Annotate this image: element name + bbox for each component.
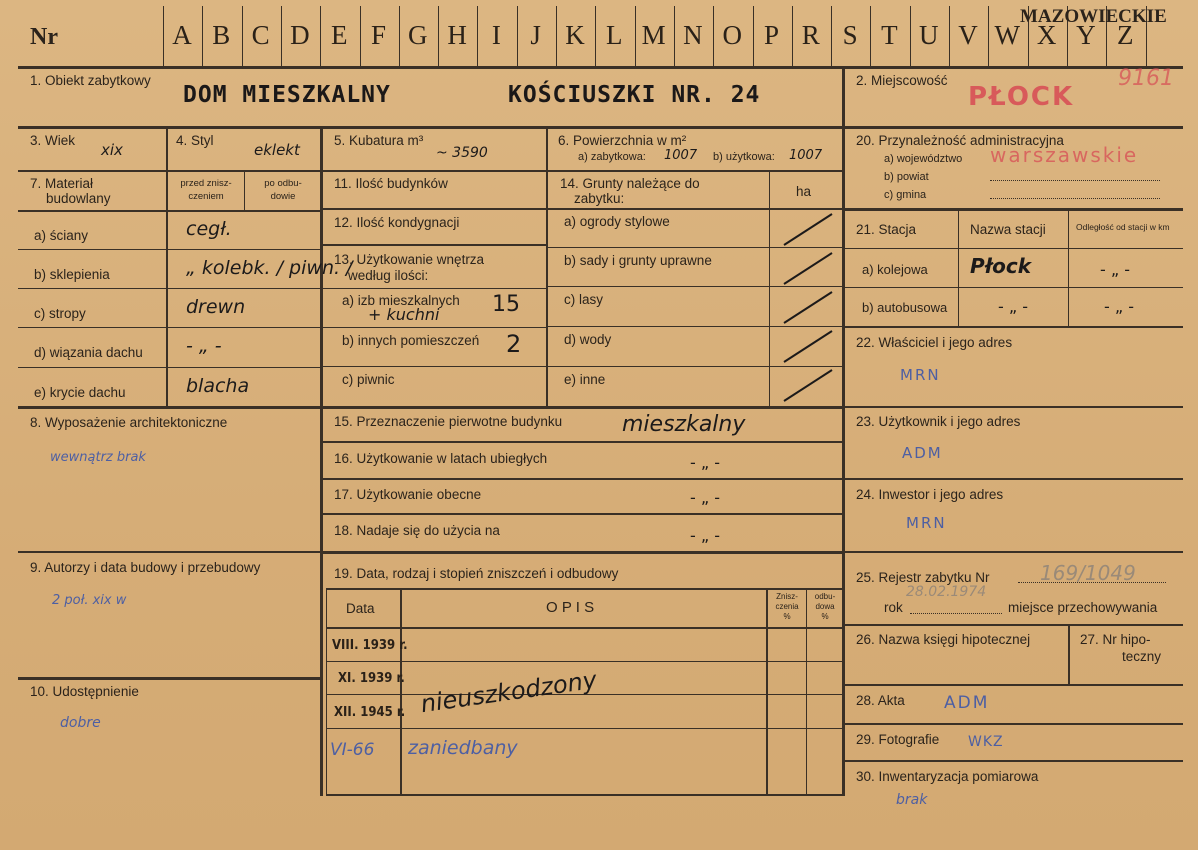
f20-c-dotline [990,198,1160,199]
f21-label: 21. Stacja [856,222,917,237]
f7-head-rule [18,210,320,212]
f13-c: c) piwnic [342,372,395,387]
f15-label: 15. Przeznaczenie pierwotne budynku [334,414,563,429]
f29-value: WKZ [968,734,1004,750]
f19-head-bottom [326,627,842,629]
letter-c: C [251,20,270,50]
f21-a-dist: - „ - [1100,260,1131,279]
f4-label: 4. Styl [176,133,214,148]
region-label: MAZOWIECKIE [1020,6,1167,27]
f3-label: 3. Wiek [30,133,76,148]
rule-18 [322,513,842,515]
f1-value-a: DOM MIESZKALNY [183,82,391,108]
f22-value: MRN [900,366,941,384]
f2-number: 9161 [1118,66,1174,91]
rule-24 [844,478,1183,480]
f30-label: 30. Inwentaryzacja pomiarowa [856,769,1039,784]
f7-row-value: cegł. [186,218,232,240]
f13-label-a: 13. Użytkowanie wnętrza [334,252,485,267]
f12-label: 12. Ilość kondygnacji [334,215,460,230]
f14-row-label: e) inne [564,372,606,387]
f21-b-value: - „ - [998,297,1029,316]
f7-col2-b: dowie [270,191,296,202]
f20-c: c) gmina [884,189,927,201]
f14-row-label: c) lasy [564,292,604,307]
f13-label-b: według ilości: [348,268,429,283]
f7-row-label: a) ściany [34,228,89,243]
f21-div2 [1068,210,1069,326]
f20-b-dotline [990,180,1160,181]
f13-b-value: 2 [506,330,522,358]
f6-sub-b: b) użytkowa: [713,151,775,163]
rule-10 [18,677,320,680]
f7-col1-b: czeniem [188,191,224,202]
f25-miejsce: miejsce przechowywania [1008,600,1158,615]
rule-21 [844,208,1183,211]
rule-13-c [322,366,546,367]
f20-a-value: warszawskie [990,143,1139,167]
f19-opis-handwritten: nieuszkodzony [418,665,599,719]
f17-label: 17. Użytkowanie obecne [334,487,482,502]
f7-row-rule [18,327,320,328]
f21-head-rule [844,248,1183,249]
f6-val-b: 1007 [789,148,823,163]
rule-13-b [322,327,546,328]
f25-rok-value: 28.02.1974 [906,584,987,600]
letter-divider [399,6,400,66]
letter-divider [674,6,675,66]
letter-j: J [530,20,541,50]
rule-28 [844,684,1183,686]
f21-a-value: Płock [970,254,1032,278]
rule-11 [322,208,546,210]
header-rule [18,66,1183,69]
f1-label: 1. Obiekt zabytkowy [30,73,151,88]
f14-row-label: b) sady i grunty uprawne [564,253,712,268]
f28-label: 28. Akta [856,693,905,708]
f7-row-value: drewn [186,296,246,318]
f18-value: - „ - [690,526,721,545]
rule-29 [844,723,1183,725]
f8-label: 8. Wyposażenie architektoniczne [30,415,228,430]
f7-col2-a: po odbu- [264,178,302,189]
letter-e: E [330,20,348,50]
f7-row-rule [18,288,320,289]
f14-unit: ha [796,184,812,199]
letter-p: P [763,20,780,50]
f14-row-label: a) ogrody stylowe [564,214,670,229]
f7-row-label: d) wiązania dachu [34,345,143,360]
letter-i: I [491,20,501,50]
f19-row-3 [326,728,842,729]
f9-value: 2 poł. xix w [52,593,127,608]
letter-m: M [641,20,666,50]
rule-30 [844,760,1183,762]
f19-z-div [806,588,807,796]
f19-bottom [326,794,842,796]
f17-value: - „ - [690,488,721,507]
f8-value: wewnątrz brak [50,450,146,465]
f18-label: 18. Nadaje się do użycia na [334,523,500,538]
f21-col-name: Nazwa stacji [970,222,1046,237]
f4-value: eklekt [254,141,300,159]
letter-z: Z [1116,20,1134,50]
f19-col-o3: % [821,612,829,621]
f21-div1 [958,210,959,326]
div-26-27 [1068,626,1070,684]
f19-label: 19. Data, rodzaj i stopień zniszczeń i odbudowy [334,566,619,581]
f27-label-a: 27. Nr hipo- [1080,632,1151,647]
rule-22 [844,326,1183,328]
letter-divider [635,6,636,66]
f7-row-label: c) stropy [34,306,86,321]
div-3-4 [166,128,168,171]
f26-label: 26. Nazwa księgi hipotecznej [856,632,1031,647]
f19-left-border [326,588,327,796]
f22-label: 22. Właściciel i jego adres [856,335,1013,350]
letter-v: V [958,20,978,50]
letter-x: X [1036,20,1057,50]
letter-divider [281,6,282,66]
f19-date-3: XII. 1945 r. [334,705,406,720]
f16-value: - „ - [690,453,721,472]
letter-divider [320,6,321,66]
rule-row3 [18,170,842,172]
f19-date-4: VI-66 [330,740,375,760]
f16-label: 16. Użytkowanie w latach ubiegłych [334,451,548,466]
rule-row2 [18,126,1183,129]
f5-label: 5. Kubatura m³ [334,133,424,148]
f24-label: 24. Inwestor i jego adres [856,487,1004,502]
f21-col-dist: Odległość od stacji w km [1076,222,1170,232]
f7-row-value: - „ - [186,335,222,357]
f20-a: a) województwo [884,153,963,165]
mid-column-divider [320,128,323,796]
f14-label-a: 14. Grunty należące do [560,176,700,191]
f7-row-label: b) sklepienia [34,267,110,282]
f19-date-2: XI. 1939 r. [338,671,405,686]
f13-a-note: + kuchni [368,305,440,324]
letter-t: T [881,20,898,50]
f9-label: 9. Autorzy i data budowy i przebudowy [30,560,261,575]
rule-17 [322,478,842,480]
letter-d: D [290,20,310,50]
f19-row-1 [326,661,842,662]
letter-f: F [370,20,387,50]
f7-col1-a: przed znisz- [180,178,232,189]
letter-h: H [447,20,467,50]
rule-12 [322,244,546,246]
letter-o: O [722,20,742,50]
right-column-divider [842,66,845,796]
letter-divider [595,6,596,66]
letter-y: Y [1076,20,1096,50]
f11-label: 11. Ilość budynków [334,176,448,191]
f7-row-label: e) krycie dachu [34,385,126,400]
f13-a: a) izb mieszkalnych [342,293,460,308]
f28-value: ADM [944,693,990,713]
f27-label-b: teczny [1122,649,1162,664]
letter-g: G [408,20,428,50]
letter-r: R [801,20,820,50]
f23-value: ADM [902,444,943,462]
rule-13-a [322,288,546,289]
div-5-6 [546,128,548,171]
f14-row-label: d) wody [564,332,612,347]
letter-k: K [565,20,585,50]
letter-l: L [606,20,623,50]
f21-a: a) kolejowa [862,262,928,277]
f7-col-div [166,172,168,408]
f7-row-rule [18,249,320,250]
f13-a-value: 15 [492,292,520,317]
f19-col-o1: odbu- [814,592,836,601]
f14-label-b: zabytku: [574,191,625,206]
f25-dotline [1018,582,1166,583]
f10-label: 10. Udostępnienie [30,684,139,699]
f13-b: b) innych pomieszczeń [342,333,480,348]
f24-value: MRN [906,514,947,532]
f21-b-dist: - „ - [1104,297,1135,316]
f29-label: 29. Fotografie [856,732,940,747]
letter-divider [949,6,950,66]
letter-divider [753,6,754,66]
letter-divider [477,6,478,66]
f20-label: 20. Przynależność administracyjna [856,133,1064,148]
f6-label: 6. Powierzchnia w m² [558,133,687,148]
f20-b: b) powiat [884,171,929,183]
letter-divider [831,6,832,66]
f19-col-date: Data [346,601,375,616]
nr-label: Nr [30,24,58,50]
f7-row-value: „ kolebk. / piwn. / [186,257,353,279]
f7-row-rule [18,367,320,368]
rule-16 [322,441,842,443]
f5-value: ~ 3590 [436,145,488,161]
f10-value: dobre [60,715,101,731]
f6-sub-a: a) zabytkowa: [578,151,646,163]
letter-n: N [683,20,703,50]
f2-stamp-value: PŁOCK [968,82,1075,112]
letter-u: U [918,20,939,50]
letter-divider [556,6,557,66]
rule-19 [322,551,842,554]
f23-label: 23. Użytkownik i jego adres [856,414,1021,429]
f2-label: 2. Miejscowość [856,73,948,88]
f7-row-value: blacha [186,375,250,397]
f25-rok-dotline [910,613,1002,614]
rule-26 [844,624,1183,626]
f21-b: b) autobusowa [862,300,948,315]
f15-value: mieszkalny [622,412,746,437]
letter-divider [242,6,243,66]
letter-divider [713,6,714,66]
letter-divider [792,6,793,66]
f6-val-a: 1007 [664,148,698,163]
f25-value: 169/1049 [1040,561,1136,585]
letter-divider [163,6,164,66]
letter-divider [360,6,361,66]
f19-col-z3: % [783,612,791,621]
f19-col-opis: O P I S [546,599,595,616]
f1-value-b: KOŚCIUSZKI NR. 24 [508,82,761,108]
letter-divider [517,6,518,66]
f25-label: 25. Rejestr zabytku Nr [856,570,990,585]
f7-head-div [244,172,245,210]
letter-b: B [212,20,231,50]
f3-value: xix [101,141,123,159]
rule-9 [18,551,320,553]
f14-dash-marks [770,208,840,408]
f19-date-1: VIII. 1939 r. [332,638,408,653]
f7-label-b: budowlany [46,191,111,206]
f21-row-rule [844,287,1183,288]
letter-w: W [994,20,1021,50]
f30-value: brak [896,792,928,808]
f7-label-a: 7. Materiał [30,176,94,191]
letter-divider [870,6,871,66]
f19-head-top [326,588,842,590]
f25-rok-label: rok [884,600,903,615]
f19-date-div [400,588,402,796]
f19-col-z2: czenia [775,602,799,611]
letter-divider [438,6,439,66]
f19-col-z1: Znisz- [776,592,798,601]
rule-25 [844,551,1183,553]
f19-opis-blue: zaniedbany [408,737,518,759]
rule-23 [844,406,1183,408]
letter-divider [910,6,911,66]
letter-s: S [842,20,858,50]
letter-a: A [172,20,192,50]
f19-col-o2: dowa [815,602,835,611]
rule-row8 [18,406,842,409]
letter-divider [202,6,203,66]
letter-divider [988,6,989,66]
